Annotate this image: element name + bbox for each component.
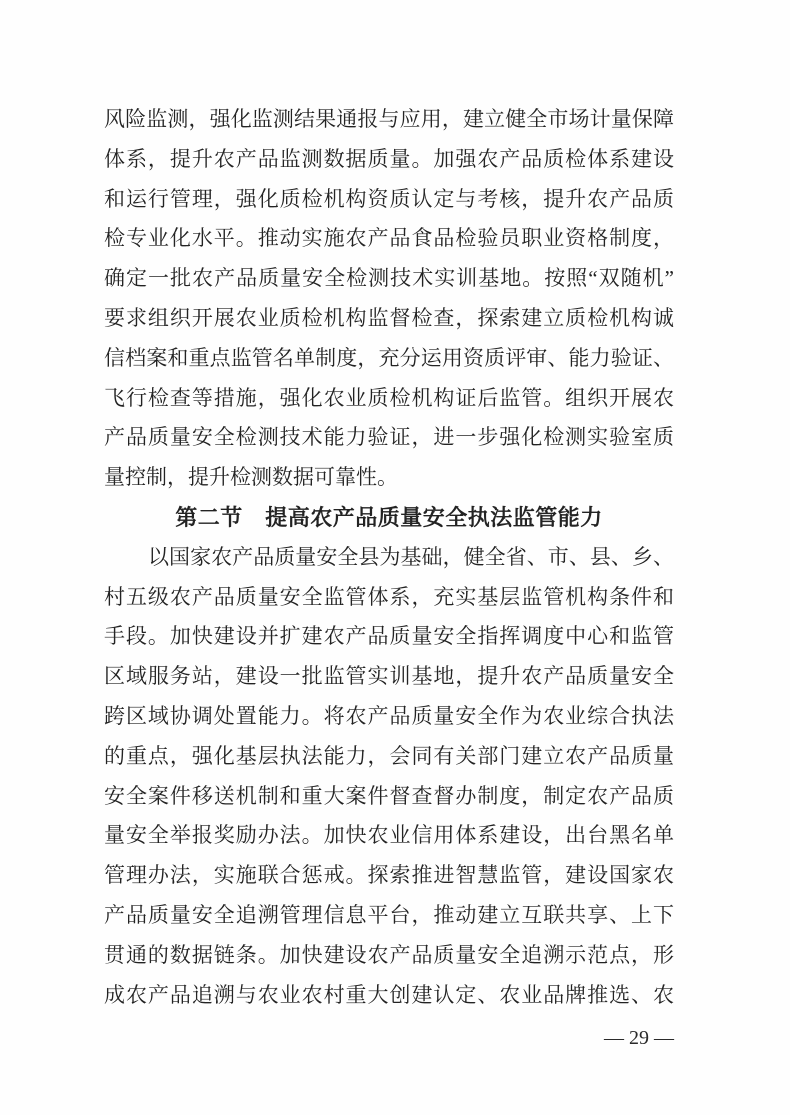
text-line: 风险监测，强化监测结果通报与应用，建立健全市场计量保障 <box>104 107 674 131</box>
text-line: 手段。加快建设并扩建农产品质量安全指挥调度中心和监管 <box>104 624 674 649</box>
text-line: 安全案件移送机制和重大案件督查督办制度，制定农产品质 <box>104 783 674 808</box>
text-line: 产品质量安全追溯管理信息平台，推动建立互联共享、上下 <box>104 902 674 927</box>
text-line: 管理办法，实施联合惩戒。探索推进智慧监管，建设国家农 <box>104 863 674 888</box>
text-line: 量控制，提升检测数据可靠性。 <box>104 465 398 490</box>
text-line: 村五级农产品质量安全监管体系，充实基层监管机构条件和 <box>104 584 674 609</box>
text-line: 飞行检查等措施，强化农业质检机构证后监管。组织开展农 <box>104 385 674 410</box>
text-line: 要求组织开展农业质检机构监督检查，探索建立质检机构诚 <box>104 305 674 330</box>
text-line: 的重点，强化基层执法能力，会同有关部门建立农产品质量 <box>104 743 674 768</box>
text-line: 体系，提升农产品监测数据质量。加强农产品质检体系建设 <box>104 146 674 171</box>
body-text <box>104 100 674 1015</box>
text-line: 检专业化水平。推动实施农产品食品检验员职业资格制度， <box>104 226 674 251</box>
page-number: — 29 — <box>604 1027 674 1049</box>
text-line: 成农产品追溯与农业农村重大创建认定、农业品牌推选、农 <box>104 982 674 1007</box>
text-line: 确定一批农产品质量安全检测技术实训基地。按照“双随机” <box>104 266 674 291</box>
text-line: 产品质量安全检测技术能力验证，进一步强化检测实验室质 <box>104 425 674 450</box>
text-line: 跨区域协调处置能力。将农产品质量安全作为农业综合执法 <box>104 703 674 728</box>
text-line: 信档案和重点监管名单制度，充分运用资质评审、能力验证、 <box>104 345 674 370</box>
text-line: 量安全举报奖励办法。加快农业信用体系建设，出台黑名单 <box>104 823 674 848</box>
text-line: 区域服务站，建设一批监管实训基地，提升农产品质量安全 <box>104 664 674 689</box>
text-line: 以国家农产品质量安全县为基础，健全省、市、县、乡、 <box>148 544 674 569</box>
text-line: 贯通的数据链条。加快建设农产品质量安全追溯示范点，形 <box>104 942 674 967</box>
text-line: 和运行管理，强化质检机构资质认定与考核，提升农产品质 <box>104 186 674 211</box>
section-heading: 第二节 提高农产品质量安全执法监管能力 <box>175 504 603 530</box>
